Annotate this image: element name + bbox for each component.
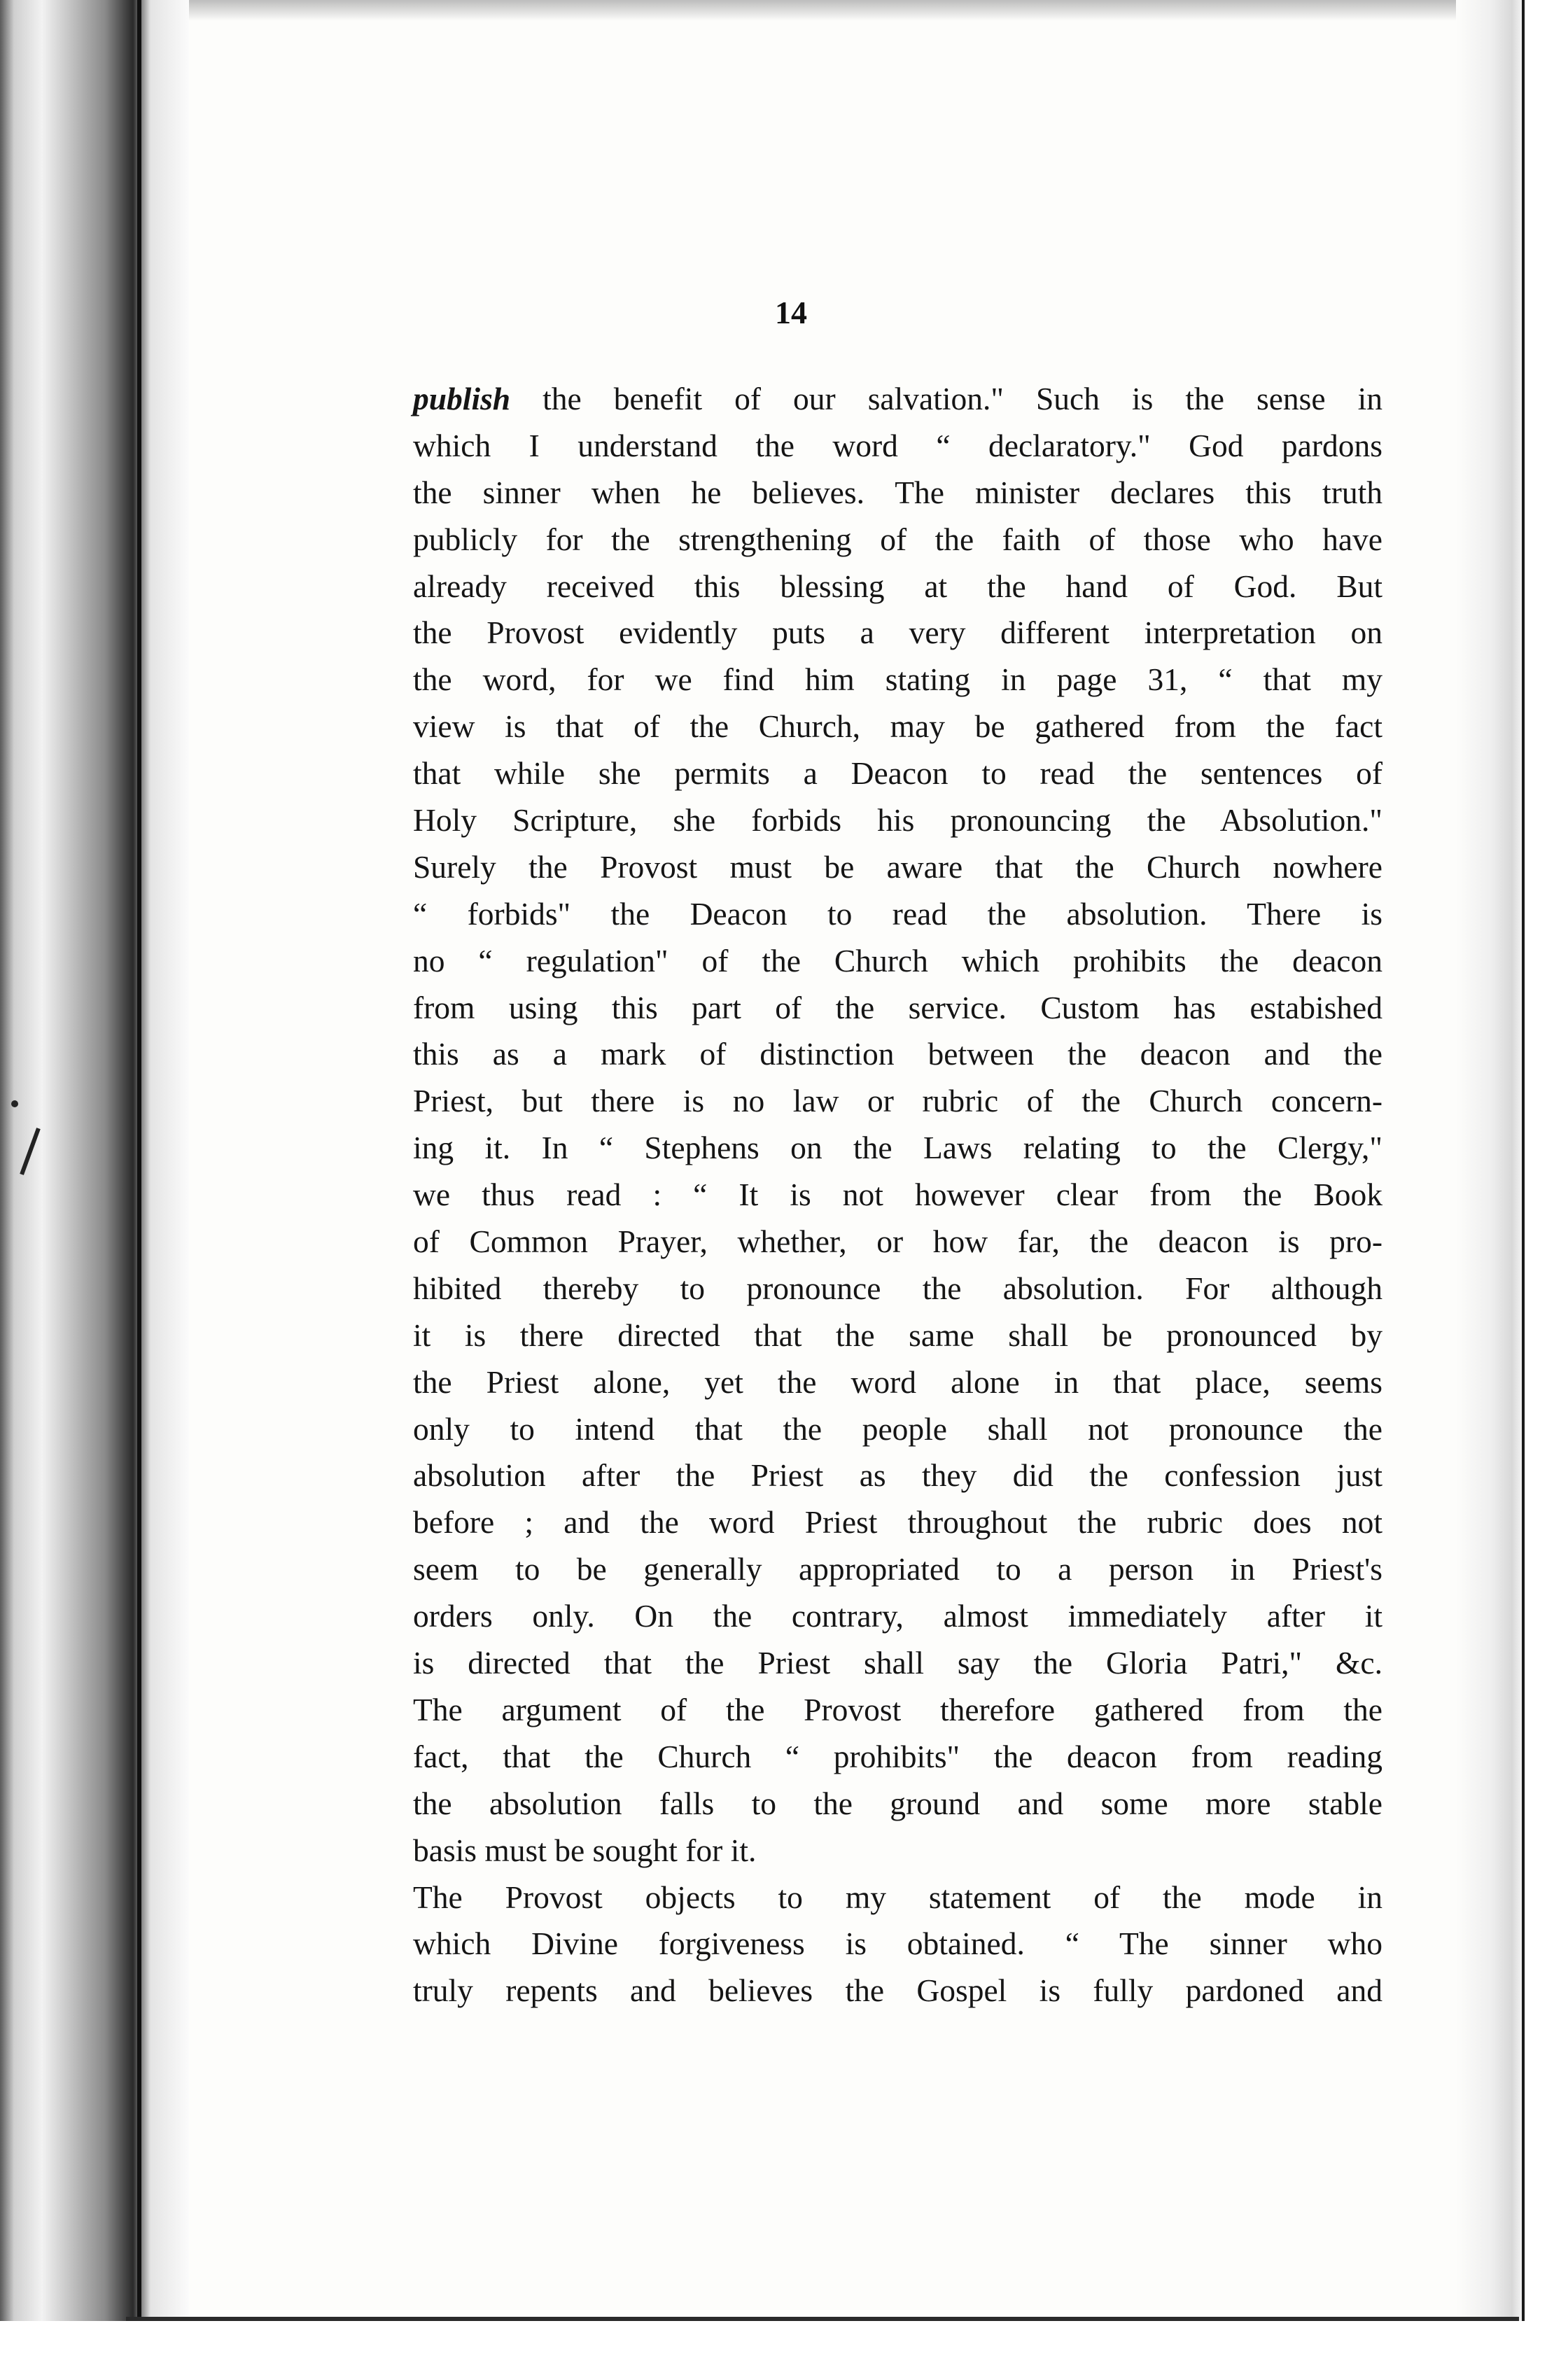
text-line bbox=[413, 1031, 1382, 1078]
right-page-edge bbox=[1456, 0, 1568, 2363]
line-text: that while she permits a Deacon to read the sentences of bbox=[413, 755, 1382, 792]
text-line bbox=[413, 1078, 1382, 1125]
italic-word: publish bbox=[413, 381, 511, 416]
text-line bbox=[413, 1125, 1382, 1172]
margin-dot-mark bbox=[11, 1100, 18, 1107]
text-line bbox=[413, 1593, 1382, 1640]
text-line bbox=[413, 610, 1382, 657]
text-line bbox=[413, 1359, 1382, 1406]
text-line bbox=[413, 1265, 1382, 1312]
body-text bbox=[413, 376, 1382, 2014]
text-line bbox=[413, 1452, 1382, 1499]
text-line bbox=[413, 844, 1382, 891]
line-text: Holy Scripture, she forbids his pronouncing the Absolution." bbox=[413, 802, 1382, 839]
text-line bbox=[413, 1874, 1382, 1921]
text-line bbox=[413, 1781, 1382, 1828]
line-text: only to intend that the people shall not pronounce the bbox=[413, 1410, 1382, 1447]
text-line bbox=[413, 1687, 1382, 1734]
text-line bbox=[413, 985, 1382, 1032]
line-text: the Priest alone, yet the word alone in that place, seems bbox=[413, 1363, 1382, 1400]
line-text: the benefit of our salvation." Such is the sense in bbox=[510, 381, 1382, 416]
line-text: The argument of the Provost therefore gathered from the bbox=[413, 1691, 1382, 1727]
line-text: truly repents and believes the Gospel is fully pardoned and bbox=[413, 1972, 1382, 2009]
text-line bbox=[413, 1921, 1382, 1968]
line-text: is directed that the Priest shall say the Gloria Patri," &c. bbox=[413, 1645, 1382, 1681]
text-line bbox=[413, 1499, 1382, 1546]
line-text: fact, that the Church “ prohibits" the deacon from reading bbox=[413, 1738, 1382, 1774]
line-text: The Provost objects to my statement of the mode in bbox=[413, 1879, 1382, 1915]
bottom-margin bbox=[0, 2321, 1568, 2363]
line-text: which I understand the word “ declaratory." God pardons bbox=[413, 427, 1382, 463]
line-text: we thus read : “ It is not however clear from the Book bbox=[413, 1177, 1382, 1213]
line-text: the absolution falls to the ground and some more stable bbox=[413, 1785, 1382, 1821]
text-line bbox=[413, 1734, 1382, 1781]
line-text: from using this part of the service. Custom has estabished bbox=[413, 989, 1382, 1025]
text-line bbox=[413, 1968, 1382, 2014]
line-text: the sinner when he believes. The minister declares this truth bbox=[413, 474, 1382, 510]
text-line bbox=[413, 797, 1382, 844]
text-line bbox=[413, 470, 1382, 517]
page-number: 14 bbox=[775, 295, 807, 330]
line-text: it is there directed that the same shall be pronounced by bbox=[413, 1317, 1382, 1353]
text-line bbox=[413, 1640, 1382, 1687]
line-text: absolution after the Priest as they did the confession just bbox=[413, 1457, 1382, 1494]
text-line bbox=[413, 376, 1382, 423]
top-edge-shadow bbox=[0, 0, 1568, 21]
text-line bbox=[413, 517, 1382, 563]
line-text: the Provost evidently puts a very different interpretation on bbox=[413, 615, 1382, 651]
line-text: “ forbids" the Deacon to read the absolution. There is bbox=[413, 895, 1382, 932]
line-text: publicly for the strengthening of the faith of those who have bbox=[413, 521, 1382, 557]
line-text: Surely the Provost must be aware that the Church nowhere bbox=[413, 848, 1382, 885]
left-binding-edge bbox=[0, 0, 189, 2363]
text-line bbox=[413, 423, 1382, 470]
text-line bbox=[413, 703, 1382, 750]
line-text: already received this blessing at the hand of God. But bbox=[413, 568, 1382, 604]
left-binding-line bbox=[137, 0, 141, 2363]
line-text: view is that of the Church, may be gathered from the fact bbox=[413, 708, 1382, 745]
line-text: which Divine forgiveness is obtained. “ The sinner who bbox=[413, 1926, 1382, 1962]
text-line bbox=[413, 1219, 1382, 1265]
text-line bbox=[413, 1406, 1382, 1453]
text-line bbox=[413, 938, 1382, 985]
line-text: hibited thereby to pronounce the absolution. For although bbox=[413, 1270, 1382, 1306]
right-edge-line bbox=[1522, 0, 1525, 2363]
text-line bbox=[413, 891, 1382, 938]
line-text: the word, for we find him stating in page 31, “ that my bbox=[413, 661, 1382, 698]
text-line bbox=[413, 750, 1382, 797]
line-text: seem to be generally appropriated to a person in Priest's bbox=[413, 1551, 1382, 1587]
text-line bbox=[413, 1312, 1382, 1359]
text-line bbox=[413, 563, 1382, 610]
line-text: before ; and the word Priest throughout the rubric does not bbox=[413, 1504, 1382, 1541]
text-line bbox=[413, 1172, 1382, 1219]
line-text: basis must be sought for it. bbox=[413, 1832, 757, 1868]
line-text: no “ regulation" of the Church which prohibits the deacon bbox=[413, 942, 1382, 979]
line-text: orders only. On the contrary, almost immediately after it bbox=[413, 1598, 1382, 1634]
line-text: of Common Prayer, whether, or how far, the deacon is pro- bbox=[413, 1223, 1382, 1260]
text-line bbox=[413, 657, 1382, 703]
line-text: this as a mark of distinction between the deacon and the bbox=[413, 1036, 1382, 1072]
line-text: ing it. In “ Stephens on the Laws relating to the Clergy," bbox=[413, 1130, 1382, 1166]
text-line bbox=[413, 1828, 1382, 1874]
text-line bbox=[413, 1546, 1382, 1593]
line-text: Priest, but there is no law or rubric of the Church concern- bbox=[413, 1083, 1382, 1119]
